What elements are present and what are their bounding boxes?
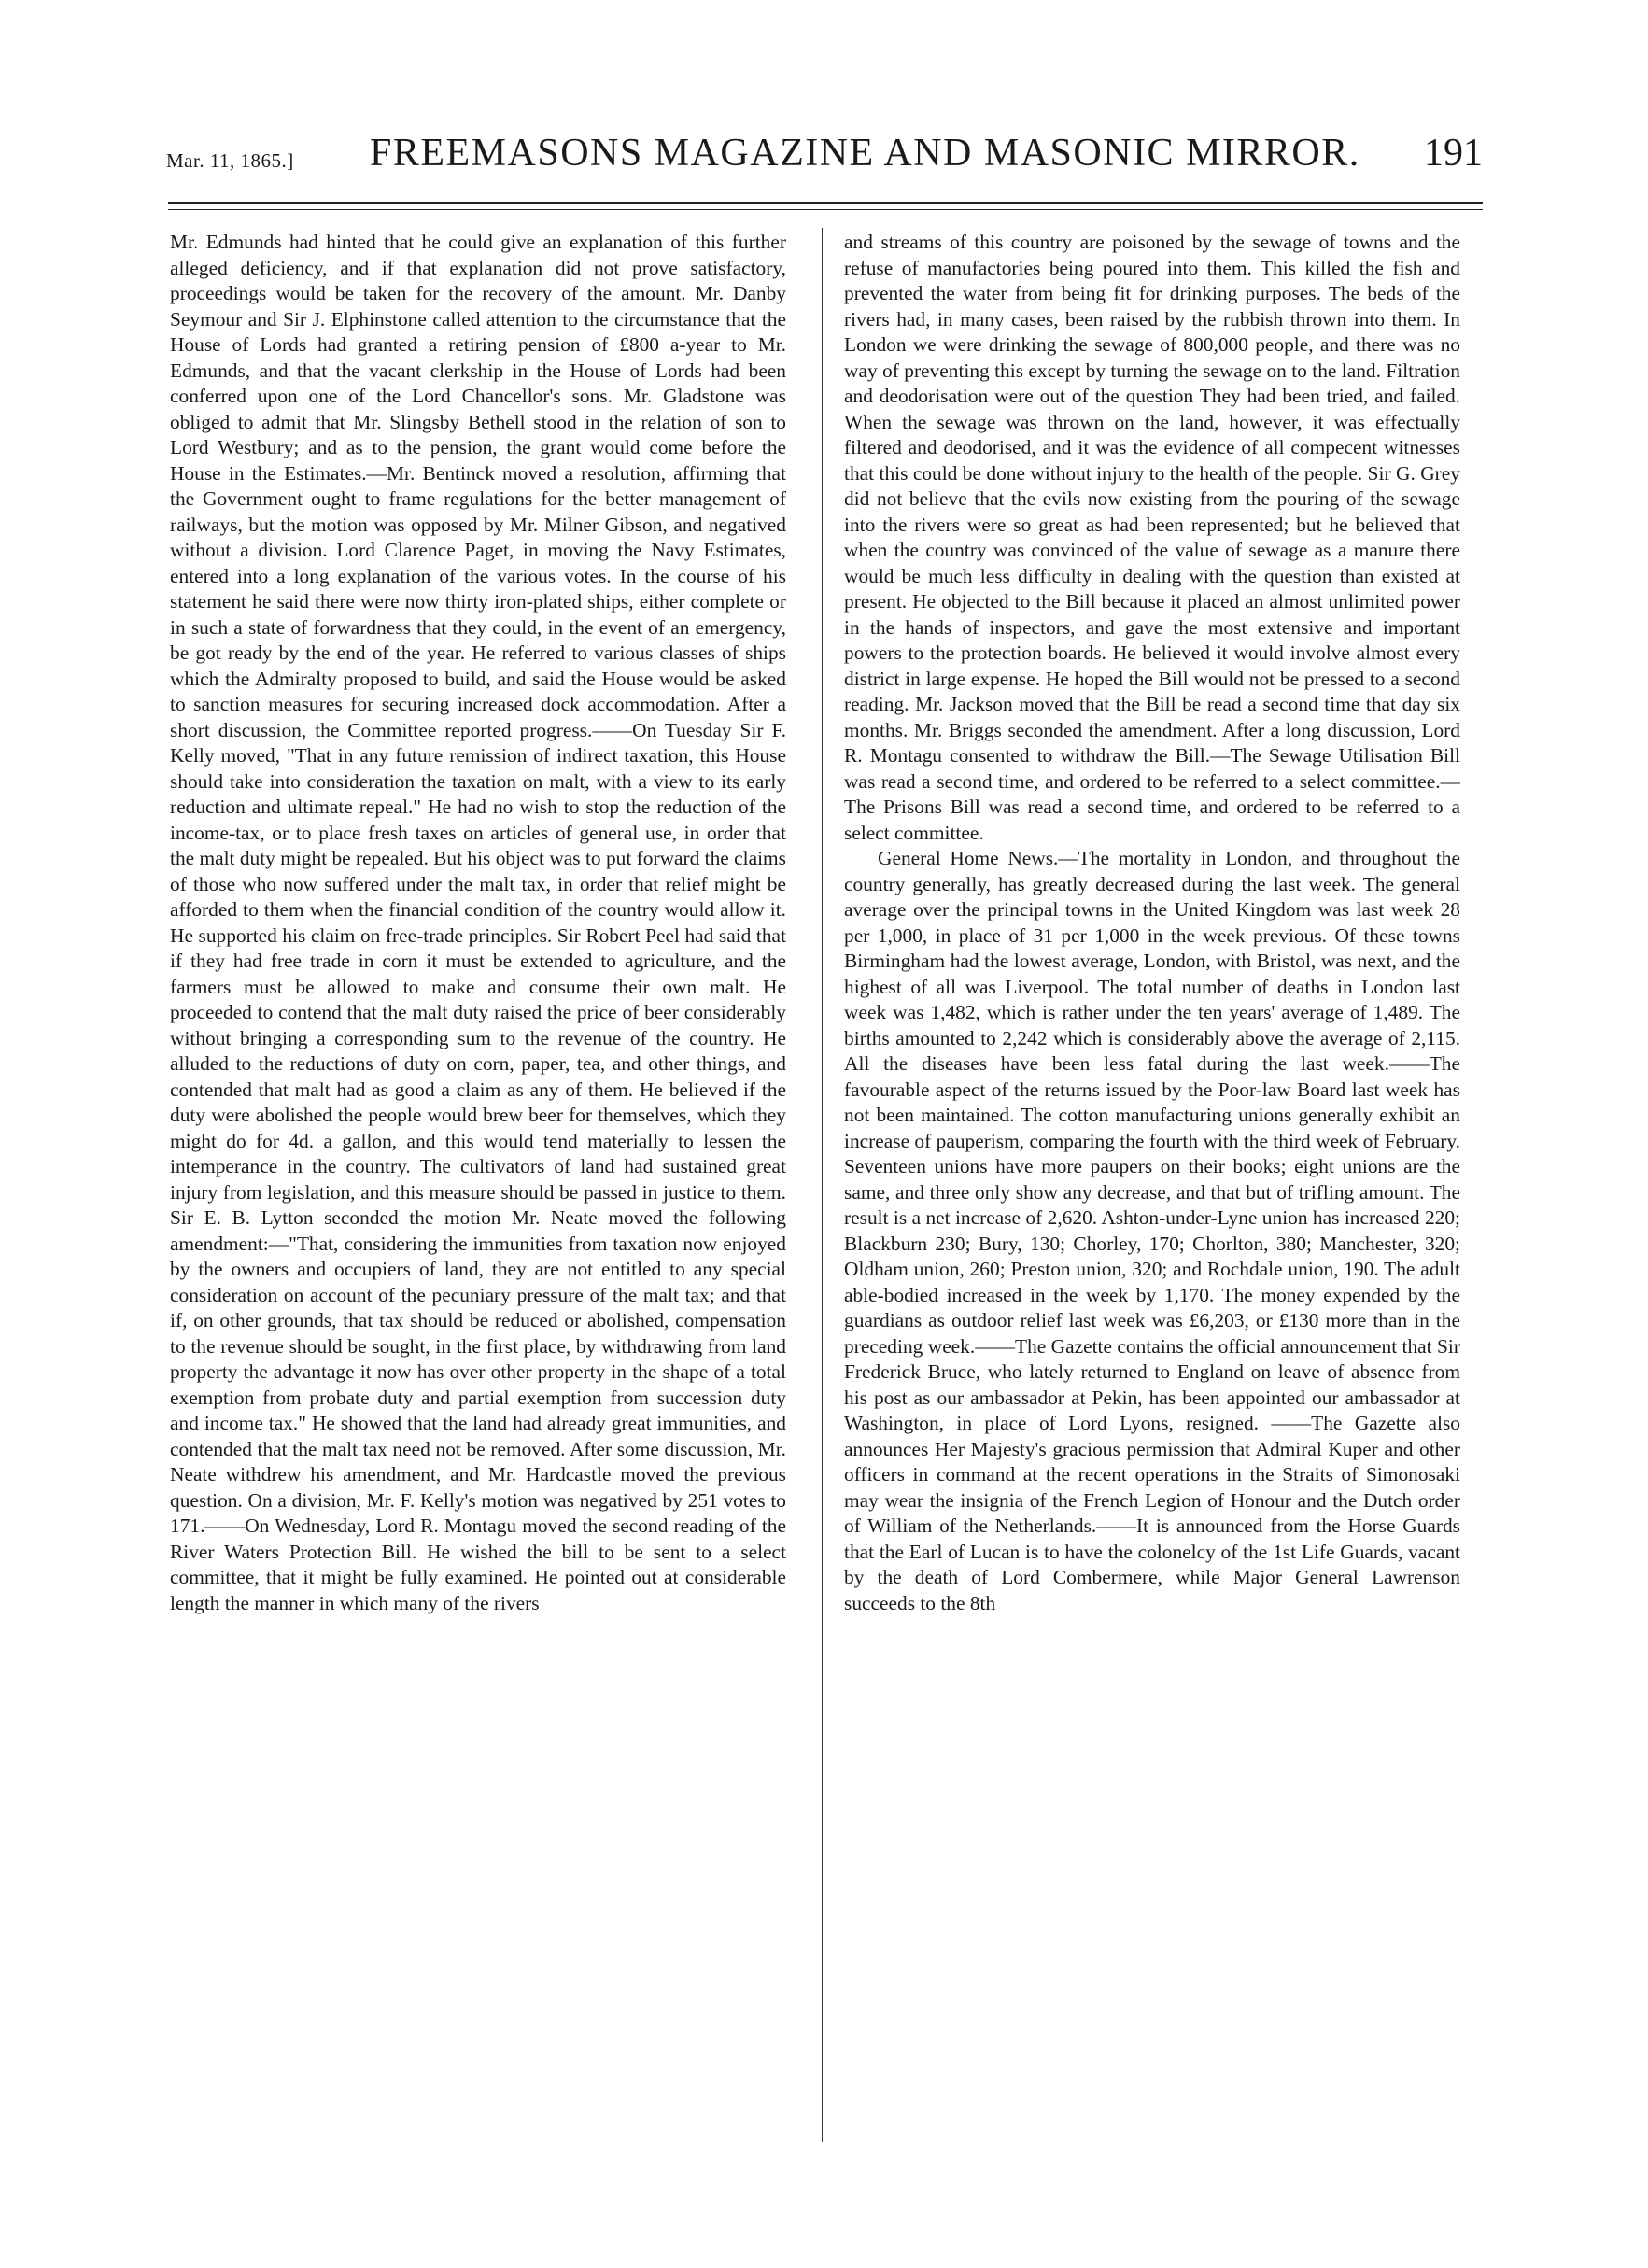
column-divider xyxy=(822,228,823,2142)
issue-date: Mar. 11, 1865.] xyxy=(166,149,294,172)
page-header xyxy=(166,129,1483,185)
article-paragraph-general-home-news: General Home News.—The mortality in London, and throughout the country generally, has greatly decreased during the last week. The general average over the principal towns in the United Kingdom was last week 28 per 1,000, in place of 31 per 1,000 in the week previous. Of these towns Birmingham had the lowest average, London, with Bristol, was next, and the highest of all was Liverpool. The total number of deaths in London last week was 1,482, which is rather under the ten years' average of 1,489. The births amounted to 2,242 which is considerably above the average of 2,115. All the diseases have been less fatal during the last week.——The favourable aspect of the returns issued by the Poor-law Board last week has not been maintained. The cotton manufacturing unions generally exhibit an increase of pauperism, comparing the fourth with the third week of February. Seventeen unions have more paupers on their books; eight unions are the same, and three only show any decrease, and that but of trifling amount. The result is a net increase of 2,620. Ashton-under-Lyne union has increased 220; Blackburn 230; Bury, 130; Chorley, 170; Chorlton, 380; Manchester, 320; Oldham union, 260; Preston union, 320; and Rochdale union, 190. The adult able-bodied increased in the week by 1,170. The money expended by the guardians as outdoor relief last week was £6,203, or £130 more than in the preceding week.——The Gazette contains the official announcement that Sir Frederick Bruce, who lately returned to England on leave of absence from his post as our ambassador at Pekin, has been appointed our ambassador at Washington, in place of Lord Lyons, resigned. ——The Gazette also announces Her Majesty's gracious permission that Admiral Kuper and other officers in command at the recent operations in the Straits of Simonosaki may wear the insignia of the French Legion of Honour and the Dutch order of William of the Netherlands.——It is announced from the Horse Guards that the Earl of Lucan is to have the colonelcy of the 1st Life Guards, vacant by the death of Lord Combermere, while Major General Lawrenson succeeds to the 8th xyxy=(844,847,1460,1614)
article-paragraph: and streams of this country are poisoned by the sewage of towns and the refuse of manufactories being poured into them. This killed the fish and prevented the water from being fit for drinking purposes. The beds of the rivers had, in many cases, been raised by the rubbish thrown into them. In London we were drinking the sewage of 800,000 people, and there was no way of preventing this except by turning the sewage on to the land. Filtration and deodorisation were out of the question They had been tried, and failed. When the sewage was thrown on the land, however, it was effectually filtered and deodorised, and it was the evidence of all compecent witnesses that this could be done without injury to the health of the people. Sir G. Grey did not believe that the evils now existing from the pouring of the sewage into the rivers were so great as had been represented; but he believed that when the country was convinced of the value of sewage as a manure there would be much less difficulty in dealing with the question than existed at present. He objected to the Bill because it placed an almost unlimited power in the hands of inspectors, and gave the most extensive and important powers to the protection boards. He believed it would involve almost every district in large expense. He hoped the Bill would not be pressed to a second reading. Mr. Jackson moved that the Bill be read a second time that day six months. Mr. Briggs seconded the amendment. After a long discussion, Lord R. Montagu consented to withdraw the Bill.—The Sewage Utilisation Bill was read a second time, and ordered to be referred to a select committee.—The Prisons Bill was read a second time, and ordered to be referred to a select committee. xyxy=(844,231,1460,844)
right-column xyxy=(844,230,1460,2144)
page-number: 191 xyxy=(1424,132,1483,175)
article-paragraph: Mr. Edmunds had hinted that he could give an explanation of this further alleged deficiency, and if that explanation did not prove satisfactory, proceedings would be taken for the recovery of the amount. Mr. Danby Seymour and Sir J. Elphinstone called attention to the circumstance that the House of Lords had granted a retiring pension of £800 a-year to Mr. Edmunds, and that the vacant clerkship in the House of Lords had been conferred upon one of the Lord Chancellor's sons. Mr. Gladstone was obliged to admit that Mr. Slingsby Bethell stood in the relation of son to Lord Westbury; and as to the pension, the grant would come before the House in the Estimates.—Mr. Bentinck moved a resolution, affirming that the Government ought to frame regulations for the better management of railways, but the motion was opposed by Mr. Milner Gibson, and negatived without a division. Lord Clarence Paget, in moving the Navy Estimates, entered into a long explanation of the various votes. In the course of his statement he said there were now thirty iron-plated ships, either complete or in such a state of forwardness that they could, in the event of an emergency, be got ready by the end of the year. He referred to various classes of ships which the Admiralty proposed to build, and said the House would be asked to sanction measures for securing increased dock accommodation. After a short discussion, the Committee reported progress.——On Tuesday Sir F. Kelly moved, "That in any future remission of indirect taxation, this House should take into consideration the taxation on malt, with a view to its early reduction and ultimate repeal." He had no wish to stop the reduction of the income-tax, or to place fresh taxes on articles of general use, in order that the malt duty might be repealed. But his object was to put forward the claims of those who now suffered under the malt tax, in order that relief might be afforded to them when the financial condition of the country would allow it. He supported his claim on free-trade principles. Sir Robert Peel had said that if they had free trade in corn it must be extended to agriculture, and the farmers must be allowed to make and consume their own malt. He proceeded to contend that the malt duty raised the price of beer considerably without bringing a corresponding sum to the revenue of the country. He alluded to the reductions of duty on corn, paper, tea, and other things, and contended that malt had as good a claim as any of them. He believed if the duty were abolished the people would brew beer for themselves, which they might do for 4d. a gallon, and this would tend materially to lessen the intemperance in the country. The cultivators of land had sustained great injury from legislation, and this measure should be passed in justice to them. Sir E. B. Lytton seconded the motion Mr. Neate moved the following amendment:—"That, considering the immunities from taxation now enjoyed by the owners and occupiers of land, they are not entitled to any special consideration on account of the pecuniary pressure of the malt tax; and that if, on other grounds, that tax should be reduced or abolished, compensation to the revenue should be sought, in the first place, by withdrawing from land property the advantage it now has over other property in the shape of a total exemption from probate duty and partial exemption from succession duty and income tax." He showed that the land had already great immunities, and contended that the malt tax need not be removed. After some discussion, Mr. Neate withdrew his amendment, and Mr. Hardcastle moved the previous question. On a division, Mr. F. Kelly's motion was negatived by 251 votes to 171.——On Wednesday, Lord R. Montagu moved the second reading of the River Waters Protection Bill. He wished the bill to be sent to a select committee, that it might be fully examined. He pointed out at considerable length the manner in which many of the rivers xyxy=(170,231,786,1614)
header-rule-top xyxy=(168,202,1483,204)
header-rule-bottom xyxy=(168,209,1483,210)
magazine-title: FREEMASONS MAGAZINE AND MASONIC MIRROR. xyxy=(370,132,1360,175)
left-column xyxy=(170,230,786,2144)
